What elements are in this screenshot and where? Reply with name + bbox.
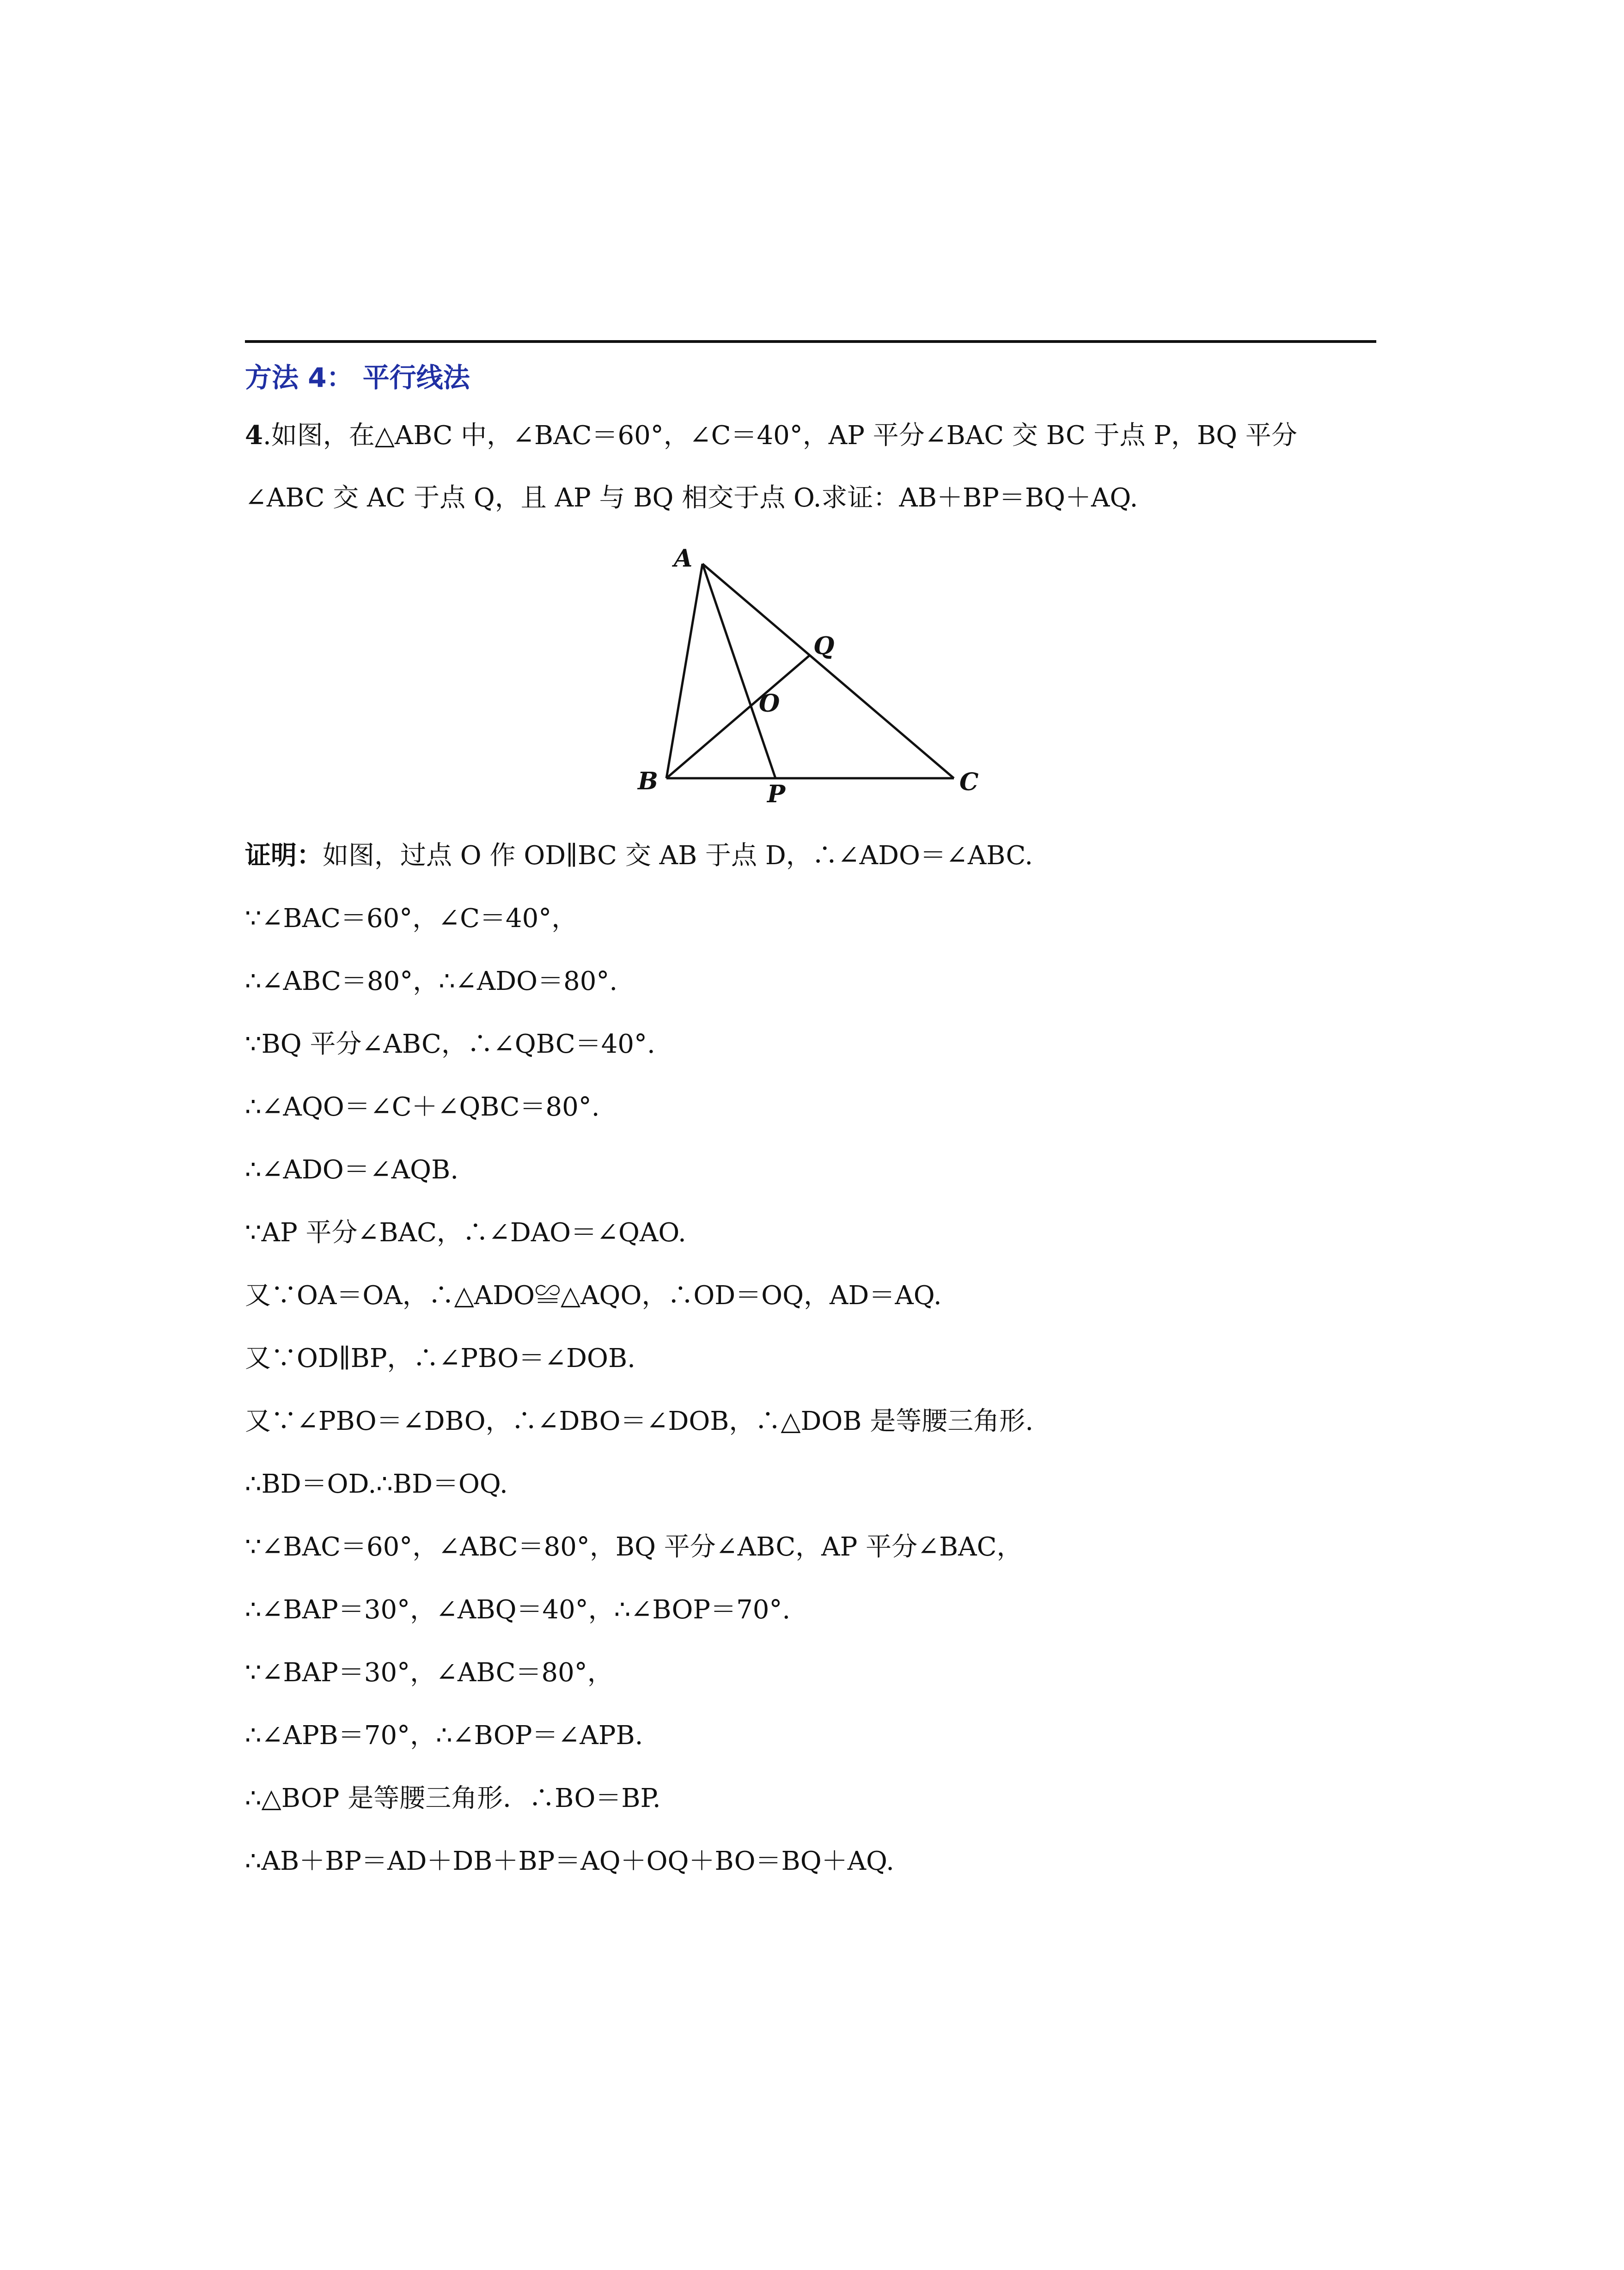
proof-step: 又∵∠PBO＝∠DBO，∴∠DBO＝∠DOB，∴△DOB 是等腰三角形.	[245, 1406, 1034, 1436]
header-rule	[245, 340, 1376, 343]
point-label-a: A	[674, 544, 693, 573]
proof-step: ∵BQ 平分∠ABC，∴∠QBC＝40°.	[245, 1029, 655, 1059]
proof-step: ∵∠BAC＝60°，∠C＝40°，	[245, 903, 578, 934]
proof-step: ∴△BOP 是等腰三角形．∴BO＝BP.	[245, 1783, 661, 1813]
proof-step: ∴∠ABC＝80°，∴∠ADO＝80°.	[245, 966, 618, 996]
segment-bq	[666, 655, 810, 778]
point-label-o: O	[759, 690, 780, 718]
segment-ab	[666, 564, 702, 778]
point-label-p: P	[767, 780, 786, 808]
proof-step: ∴BD＝OD.∴BD＝OQ.	[245, 1469, 508, 1499]
proof-step: ∴∠ADO＝∠AQB.	[245, 1155, 459, 1185]
proof-step: ∴∠APB＝70°，∴∠BOP＝∠APB.	[245, 1721, 643, 1751]
problem-line-1	[245, 421, 1297, 451]
problem-number: 4	[245, 420, 263, 451]
proof-step: ∴∠AQO＝∠C＋∠QBC＝80°.	[245, 1092, 600, 1122]
triangle-figure	[619, 541, 989, 818]
proof-step: 又∵OD∥BP，∴∠PBO＝∠DOB.	[245, 1343, 635, 1373]
proof-step: ∵∠BAC＝60°，∠ABC＝80°，BQ 平分∠ABC，AP 平分∠BAC，	[245, 1532, 1023, 1562]
proof-step: ∵∠BAP＝30°，∠ABC＝80°，	[245, 1658, 613, 1688]
proof-first: 如图，过点 O 作 OD∥BC 交 AB 于点 D，∴∠ADO＝∠ABC.	[323, 841, 1033, 871]
method-heading: 方法 4： 平行线法	[245, 362, 470, 393]
point-label-c: C	[959, 768, 979, 796]
point-label-q: Q	[813, 632, 835, 660]
proof-step: ∴AB＋BP＝AD＋DB＋BP＝AQ＋OQ＋BO＝BQ＋AQ.	[245, 1846, 894, 1876]
problem-text-1: .如图，在△ABC 中，∠BAC＝60°，∠C＝40°，AP 平分∠BAC 交 BC 于点 P，BQ 平分	[263, 421, 1297, 451]
proof-line-0	[245, 841, 1033, 871]
proof-step: ∵AP 平分∠BAC，∴∠DAO＝∠QAO.	[245, 1218, 686, 1248]
problem-line-2: ∠ABC 交 AC 于点 Q，且 AP 与 BQ 相交于点 O.求证：AB＋BP＝BQ＋AQ.	[245, 483, 1138, 513]
proof-step: 又∵OA＝OA，∴△ADO≌△AQO，∴OD＝OQ，AD＝AQ.	[245, 1281, 942, 1311]
proof-step: ∴∠BAP＝30°，∠ABQ＝40°，∴∠BOP＝70°.	[245, 1595, 791, 1625]
proof-label: 证明：	[245, 841, 323, 871]
point-label-b: B	[638, 767, 658, 795]
triangle-diagram	[619, 541, 989, 818]
